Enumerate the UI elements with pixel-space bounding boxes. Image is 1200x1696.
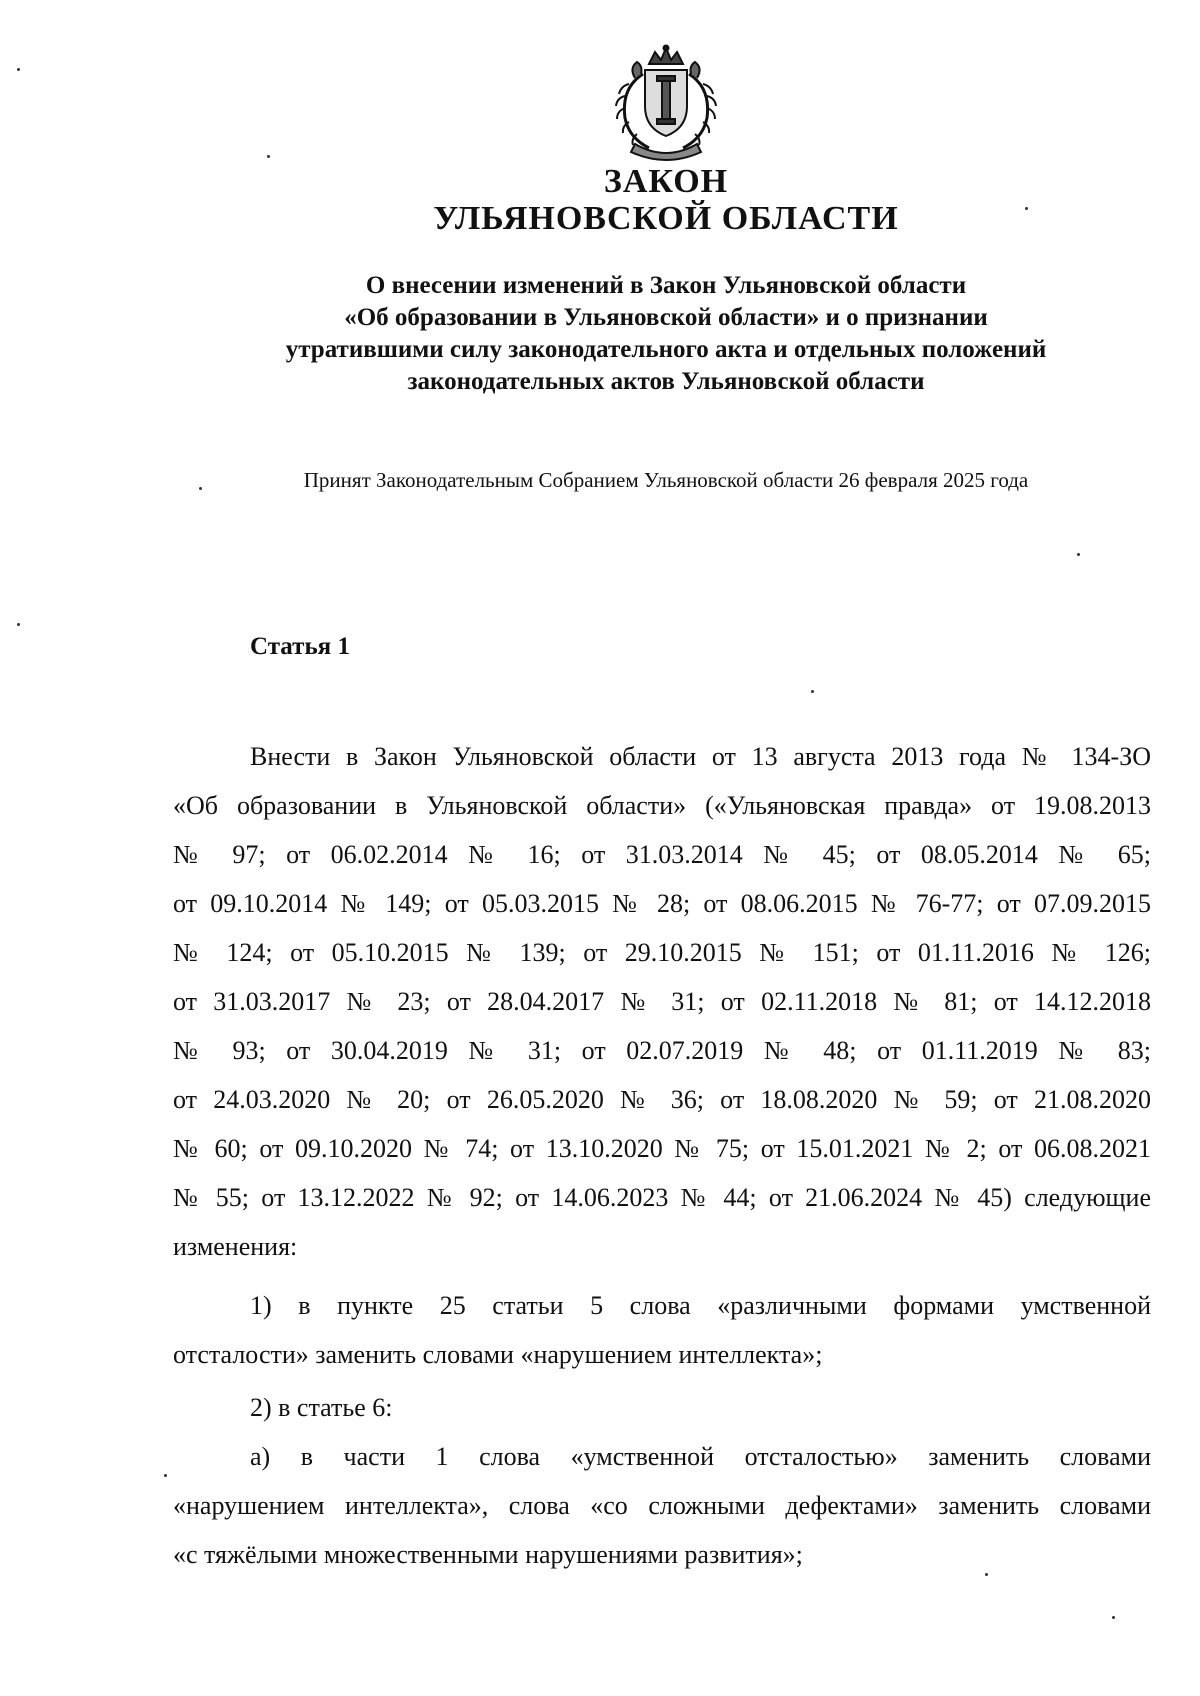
paragraph-line: а) в части 1 слова «умственной отсталостью» заменить словами — [250, 1442, 1151, 1471]
subject-line: законодательных актов Ульяновской области — [407, 368, 925, 395]
paragraph-line: Внести в Закон Ульяновской области от 13 августа 2013 года № 134-ЗО — [250, 742, 1151, 771]
law-region-title: УЛЬЯНОВСКОЙ ОБЛАСТИ — [433, 200, 899, 237]
paragraph-line: № 60; от 09.10.2020 № 74; от 13.10.2020 № 75; от 15.01.2021 № 2; от 06.08.2021 — [173, 1134, 1151, 1163]
scan-speck — [985, 1573, 988, 1576]
adoption-statement: Принят Законодательным Собранием Ульяновской области 26 февраля 2025 года — [303, 468, 1029, 492]
scan-speck — [164, 1474, 167, 1477]
item-2 — [173, 1383, 1151, 1432]
paragraph-line: отсталости» заменить словами «нарушением интеллекта»; — [173, 1340, 823, 1369]
scan-speck — [1077, 553, 1080, 556]
item-1 — [173, 1281, 1151, 1379]
paragraph-line: от 24.03.2020 № 20; от 26.05.2020 № 36; от 18.08.2020 № 59; от 21.08.2020 — [173, 1085, 1151, 1114]
scan-speck — [1025, 207, 1028, 210]
scan-speck — [17, 623, 20, 626]
article-heading: Статья 1 — [250, 633, 350, 660]
law-subject — [200, 270, 1132, 398]
paragraph-line: 1) в пункте 25 статьи 5 слова «различными формами умственной — [250, 1291, 1151, 1320]
subject-line: О внесении изменений в Закон Ульяновской области — [365, 272, 967, 299]
coat-of-arms-icon — [605, 44, 727, 162]
scan-speck — [1112, 1616, 1115, 1619]
paragraph-line: от 31.03.2017 № 23; от 28.04.2017 № 31; от 02.11.2018 № 81; от 14.12.2018 — [173, 987, 1151, 1016]
subject-line: утратившими силу законодательного акта и отдельных положений — [285, 336, 1047, 363]
paragraph-line: «с тяжёлыми множественными нарушениями развития»; — [173, 1540, 803, 1569]
item-2a — [173, 1432, 1151, 1579]
paragraph-line: № 124; от 05.10.2015 № 139; от 29.10.2015 № 151; от 01.11.2016 № 126; — [173, 938, 1151, 967]
scan-speck — [811, 690, 814, 693]
law-title: ЗАКОН — [603, 163, 729, 200]
paragraph-line: «Об образовании в Ульяновской области» («Ульяновская правда» от 19.08.2013 — [173, 791, 1151, 820]
scan-speck — [267, 155, 270, 158]
scan-speck — [199, 487, 202, 490]
paragraph-line: № 97; от 06.02.2014 № 16; от 31.03.2014 № 45; от 08.05.2014 № 65; — [173, 840, 1151, 869]
subject-line: «Об образовании в Ульяновской области» и о признании — [344, 304, 988, 331]
paragraph-line: от 09.10.2014 № 149; от 05.03.2015 № 28; от 08.06.2015 № 76-77; от 07.09.2015 — [173, 889, 1151, 918]
scan-speck — [17, 68, 20, 71]
paragraph-line: № 93; от 30.04.2019 № 31; от 02.07.2019 № 48; от 01.11.2019 № 83; — [173, 1036, 1151, 1065]
paragraph-line: № 55; от 13.12.2022 № 92; от 14.06.2023 № 44; от 21.06.2024 № 45) следующие — [173, 1183, 1151, 1212]
paragraph-line: изменения: — [173, 1232, 298, 1261]
paragraph-line: «нарушением интеллекта», слова «со сложными дефектами» заменить словами — [173, 1491, 1151, 1520]
paragraph-line: 2) в статье 6: — [250, 1393, 393, 1422]
main-paragraph — [173, 732, 1151, 1271]
